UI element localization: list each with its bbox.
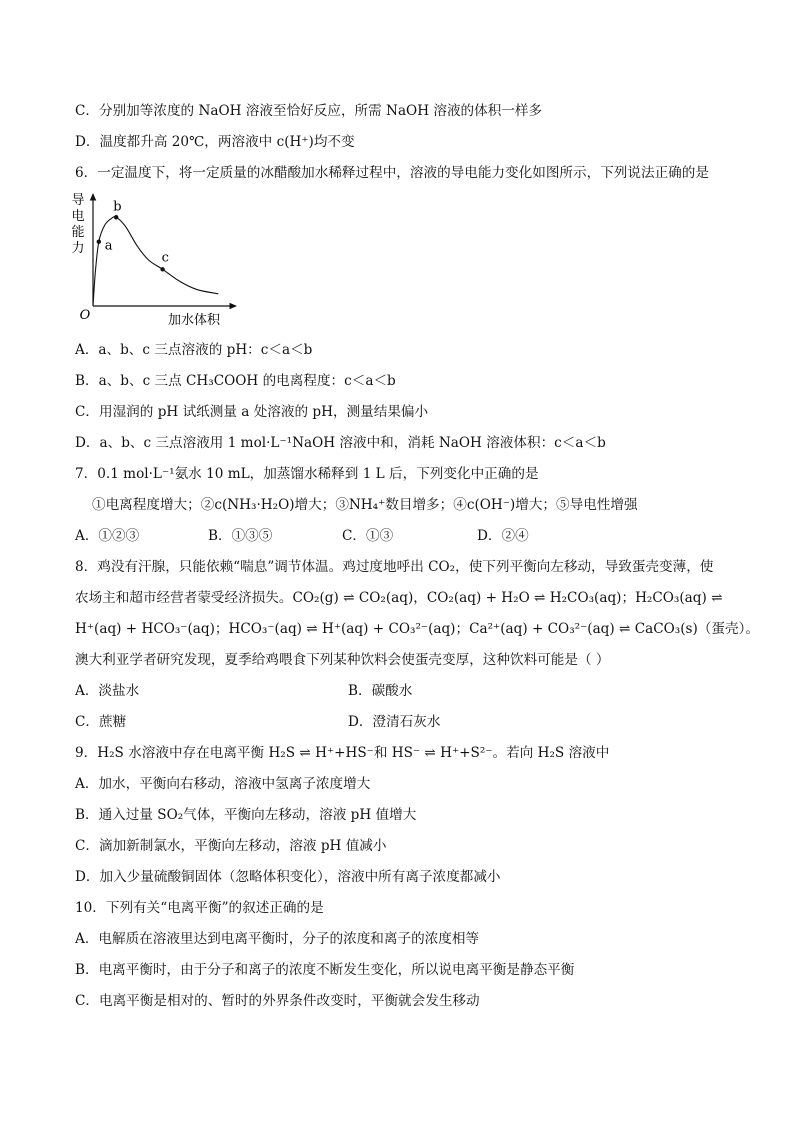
q8-option-b: B．碳酸水 <box>348 683 413 699</box>
q9-option-b: B．通入过量 SO₂气体，平衡向左移动，溶液 pH 值增大 <box>75 807 417 823</box>
conductivity-curve <box>93 217 218 306</box>
q6-conductivity-chart <box>68 188 248 330</box>
q6-option-a: A．a、b、c 三点溶液的 pH：c＜a＜b <box>75 342 313 358</box>
q8-option-d: D．澄清石灰水 <box>348 714 441 730</box>
q9-option-c: C．滴加新制氯水，平衡向左移动，溶液 pH 值减小 <box>75 838 387 854</box>
point-a <box>97 240 101 244</box>
point-label-c: c <box>161 250 169 266</box>
q8-line-2: 农场主和超市经营者蒙受经济损失。CO₂(g) ⇌ CO₂(aq)，CO₂(aq) + H₂O ⇌ H₂CO₃(aq)；H₂CO₃(aq) ⇌ <box>75 590 723 606</box>
q7-options <box>75 526 635 546</box>
q7-option-c: C．①③ <box>342 528 394 544</box>
point-label-b: b <box>113 199 122 215</box>
q6-stem: 6．一定温度下，将一定质量的冰醋酸加水稀释过程中，溶液的导电能力变化如图所示，下列说法正确的是 <box>75 165 709 181</box>
q8-option-c: C．蔗糖 <box>75 714 127 730</box>
q6-option-c: C．用湿润的 pH 试纸测量 a 处溶液的 pH，测量结果偏小 <box>75 404 429 420</box>
y-label-3: 能 <box>71 225 85 240</box>
q10-option-a: A．电解质在溶液里达到电离平衡时，分子的浓度和离子的浓度相等 <box>75 931 480 947</box>
point-c <box>160 267 164 271</box>
q5-option-d: D．温度都升高 20℃，两溶液中 c(H⁺)均不变 <box>75 134 355 150</box>
q10-option-c: C．电离平衡是相对的、暂时的外界条件改变时，平衡就会发生移动 <box>75 993 480 1009</box>
q10-stem: 10．下列有关“电离平衡”的叙述正确的是 <box>75 900 324 916</box>
origin-label: O <box>79 308 91 323</box>
q9-option-d: D．加入少量硫酸铜固体（忽略体积变化），溶液中所有离子浓度都减小 <box>75 869 501 885</box>
point-label-a: a <box>104 238 113 254</box>
q6-option-d: D．a、b、c 三点溶液用 1 mol·L⁻¹NaOH 溶液中和，消耗 NaOH 溶液体积：c＜a＜b <box>75 435 606 451</box>
q9-stem: 9．H₂S 水溶液中存在电离平衡 H₂S ⇌ H⁺+HS⁻和 HS⁻ ⇌ H⁺+S²⁻。若向 H₂S 溶液中 <box>75 745 610 761</box>
q7-stem: 7．0.1 mol·L⁻¹氨水 10 mL，加蒸馏水稀释到 1 L 后，下列变化中正确的是 <box>75 466 539 482</box>
q8-option-a: A．淡盐水 <box>75 683 140 699</box>
q5-option-c: C．分别加等浓度的 NaOH 溶液至恰好反应，所需 NaOH 溶液的体积一样多 <box>75 103 543 119</box>
q9-option-a: A．加水，平衡向右移动，溶液中氢离子浓度增大 <box>75 776 371 792</box>
point-b <box>114 215 118 219</box>
y-label-4: 力 <box>71 241 85 256</box>
q6-option-b: B．a、b、c 三点 CH₃COOH 的电离程度：c＜a＜b <box>75 373 396 389</box>
q10-option-b: B．电离平衡时，由于分子和离子的浓度不断发生变化，所以说电离平衡是静态平衡 <box>75 962 575 978</box>
q7-option-d: D．②④ <box>477 528 529 544</box>
q7-option-a: A．①②③ <box>75 528 140 544</box>
q8-line-1: 8．鸡没有汗腺，只能依赖“喘息”调节体温。鸡过度地呼出 CO₂，使下列平衡向左移动，导致蛋壳变薄，使 <box>75 559 714 575</box>
q8-line-3: H⁺(aq) + HCO₃⁻(aq)；HCO₃⁻(aq) ⇌ H⁺(aq) + CO₃²⁻(aq)；Ca²⁺(aq) + CO₃²⁻(aq) ⇌ CaCO₃(s)（蛋壳）。 <box>75 621 759 637</box>
q8-line-4: 澳大利亚学者研究发现，夏季给鸡喂食下列某种饮料会使蛋壳变厚，这种饮料可能是（ ） <box>75 652 610 668</box>
y-label-1: 导 <box>71 193 85 208</box>
q7-items: ①电离程度增大；②c(NH₃·H₂O)增大；③NH₄⁺数目增多；④c(OH⁻)增大；⑤导电性增强 <box>92 497 638 513</box>
x-axis-label: 加水体积 <box>167 313 221 328</box>
y-label-2: 电 <box>71 209 85 224</box>
q7-option-b: B．①③⑤ <box>208 528 273 544</box>
